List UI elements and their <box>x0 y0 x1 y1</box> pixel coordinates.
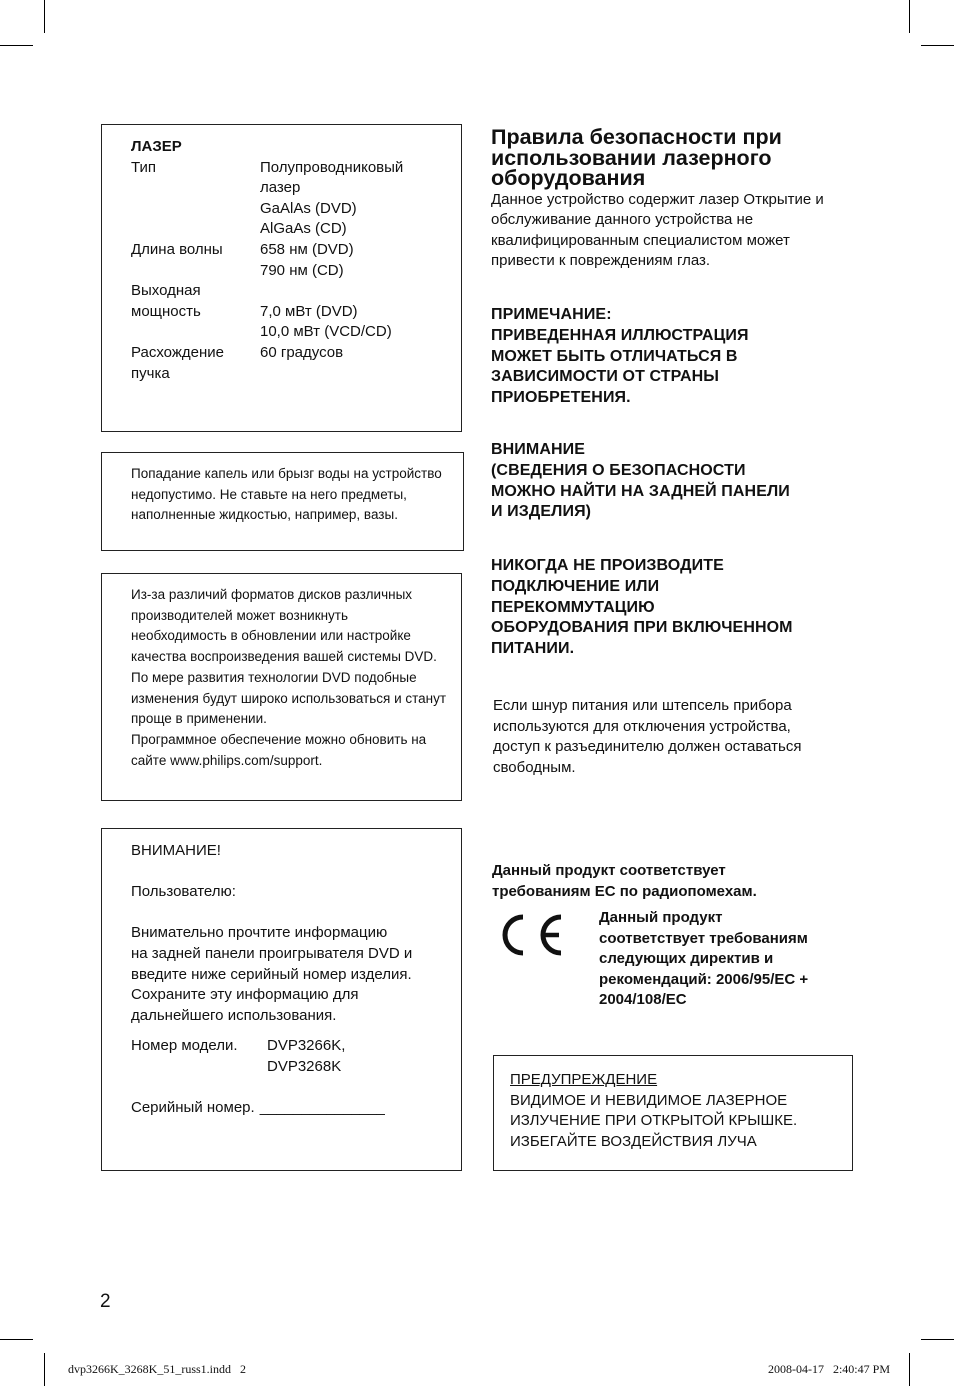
model-number-row: Номер модели. DVP3266K, DVP3268K <box>131 1036 451 1077</box>
footer-timestamp: 2008-04-17 2:40:47 PM <box>767 1362 890 1376</box>
caution-block: ВНИМАНИЕ (СВЕДЕНИЯ О БЕЗОПАСНОСТИ МОЖНО НАЙТИ НА ЗАДНЕЙ ПАНЕЛИ И ИЗДЕЛИЯ) <box>491 441 790 521</box>
laser-heading: ЛАЗЕР <box>131 138 182 155</box>
serial-input-line: _______________ <box>259 1099 385 1117</box>
warning-heading: ПРЕДУПРЕЖДЕНИЕ <box>510 1071 658 1088</box>
laser-warning-box: ПРЕДУПРЕЖДЕНИЕ ВИДИМОЕ И НЕВИДИМОЕ ЛАЗЕРНОЕ ИЗЛУЧЕНИЕ ПРИ ОТКРЫТОЙ КРЫШКЕ. ИЗБЕГАЙТЕ ВОЗДЕЙСТВИЯ ЛУЧА <box>493 1055 853 1171</box>
attention-box: ВНИМАНИЕ! Пользователю: Внимательно прочтите информацию на задней панели проигрывателя DVD и введите ниже серийный номер изделия. Сохраните эту информацию для дальнейшего использования. Номер модели. DVP3266K, DVP3268K Серийный номер. _______________ <box>101 828 462 1171</box>
laser-row-output-power: Выходная мощность 7,0 мВт (DVD) 10,0 мВт (VCD/CD) <box>131 282 392 341</box>
safety-section: Правила безопасности при использовании лазерного оборудования Данное устройство содержит лазер Открытие и обслуживание данного устройства не квалифицированным специалистом может привести к повреждениям глаз. <box>491 127 871 272</box>
crop-mark <box>44 1353 45 1386</box>
attention-heading: ВНИМАНИЕ! <box>131 842 221 859</box>
crop-mark <box>921 45 954 46</box>
crop-mark <box>0 1339 33 1340</box>
disc-formats-box: Из-за различий форматов дисков различных производителей может возникнуть необходимость в обновлении или настройке качества воспроизведения вашей системы DVD. По мере развития технологии DVD подобные изменения будут широко использоваться и станут проще в применении. Программное обеспечение можно обновить на сайте www.philips.com/support. <box>101 573 462 801</box>
ce-mark-icon <box>497 910 567 960</box>
water-warning-box: Попадание капель или брызг воды на устройство недопустимо. Не ставьте на него предметы, наполненные жидкостью, например, вазы. <box>101 452 464 551</box>
laser-row-type: Тип Полупроводниковый лазер GaAlAs (DVD) AlGaAs (CD) <box>131 158 404 238</box>
ec-compliance-block: Данный продукт соответствует требованиям ЕС по радиопомехам. <box>492 862 757 900</box>
serial-number-row <box>131 1098 451 1119</box>
power-plug-block: Если шнур питания или штепсель прибора используются для отключения устройства, доступ к разъединителю должен оставаться свободным. <box>493 697 802 776</box>
laser-row-divergence: Расхождение пучка 60 градусов <box>131 343 344 382</box>
serial-label: Серийный номер. <box>131 1099 255 1117</box>
never-connect-block: НИКОГДА НЕ ПРОИЗВОДИТЕ ПОДКЛЮЧЕНИЕ ИЛИ ПЕРЕКОММУТАЦИЮ ОБОРУДОВАНИЯ ПРИ ВКЛЮЧЕННОМ ПИТАНИИ. <box>491 557 793 658</box>
crop-mark <box>0 45 33 46</box>
laser-row-wavelength: Длина волны 658 нм (DVD) 790 нм (CD) <box>131 240 354 279</box>
model-label: Номер модели. <box>131 1037 238 1055</box>
laser-spec-box <box>101 124 462 432</box>
footer-filename: dvp3266K_3268K_51_russ1.indd 2 <box>68 1362 247 1376</box>
page-number: 2 <box>100 1291 111 1312</box>
crop-mark <box>44 0 45 33</box>
crop-mark <box>921 1339 954 1340</box>
to-user-label: Пользователю: <box>131 883 236 901</box>
note-block: ПРИМЕЧАНИЕ: ПРИВЕДЕННАЯ ИЛЛЮСТРАЦИЯ МОЖЕТ БЫТЬ ОТЛИЧАТЬСЯ В ЗАВИСИМОСТИ ОТ СТРАНЫ ПРИОБРЕТЕНИЯ. <box>491 306 749 407</box>
directives-block: Данный продукт соответствует требованиям следующих директив и рекомендаций: 2006/95/EC + 2004/108/EC <box>599 909 809 1009</box>
safety-title: Правила безопасности при использовании лазерного оборудования <box>491 125 782 190</box>
crop-mark <box>909 1353 910 1386</box>
crop-mark <box>909 0 910 33</box>
